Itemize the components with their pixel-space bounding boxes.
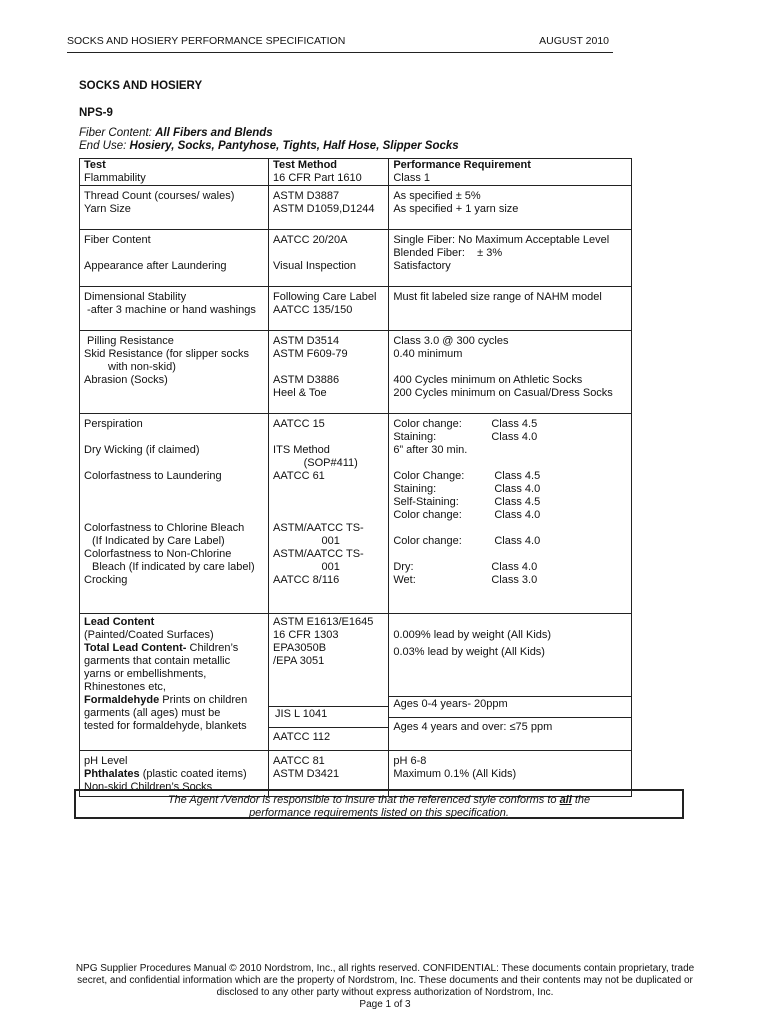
- requirement-pair: [393, 574, 631, 587]
- page-number: Page 1 of 3: [359, 999, 411, 1010]
- cell-requirement: 0.03% lead by weight (All Kids): [393, 646, 545, 658]
- pair-value: Class 4.5: [491, 418, 538, 430]
- table-row: [80, 186, 632, 230]
- cell-method: AATCC 61: [273, 470, 325, 482]
- cell-method: JIS L 1041: [275, 708, 328, 720]
- requirement-pair: [393, 561, 631, 574]
- cell-method: 001: [321, 561, 340, 573]
- cell-method: ASTM D3887: [273, 190, 340, 202]
- cell-method: ASTM F609-79: [273, 348, 348, 360]
- cell-test: with non-skid): [108, 361, 176, 373]
- cell-requirement: Maximum 0.1% (All Kids): [393, 768, 517, 780]
- spec-table: [79, 158, 632, 797]
- table-row: Flammability: [84, 172, 146, 184]
- method-subcell: [269, 727, 388, 744]
- cell-method: (SOP#411): [303, 457, 358, 469]
- requirement-pair: [393, 470, 631, 483]
- pair-key: Color change:: [393, 418, 462, 430]
- page-footer: [60, 963, 710, 1011]
- cell-requirement: As specified ± 5%: [393, 190, 481, 202]
- header-date: AUGUST 2010: [539, 35, 609, 47]
- cell-method: ASTM D3421: [273, 768, 340, 780]
- cell-test: Skid Resistance (for slipper socks: [84, 348, 250, 360]
- pair-value: Class 4.0: [494, 535, 541, 547]
- cell-requirement: 6” after 30 min.: [393, 444, 468, 456]
- footer-line: disclosed to any other party without express authorization of Nordstrom, Inc.: [216, 987, 554, 998]
- cell-method: ASTM/AATCC TS-: [273, 548, 364, 560]
- cell-method: /EPA 3051: [273, 655, 325, 667]
- notice-text: The Agent /Vendor is responsible to insure that the referenced style conforms to: [167, 794, 560, 806]
- fiber-content-value: All Fibers and Blends: [155, 127, 273, 139]
- cell-method: AATCC 135/150: [273, 304, 353, 316]
- pair-key: Dry:: [393, 561, 414, 573]
- cell-test: Pilling Resistance: [84, 335, 174, 347]
- cell-test: Prints on children: [159, 694, 248, 706]
- cell-test: Dry Wicking (if claimed): [84, 444, 200, 456]
- page-header: [67, 34, 613, 53]
- cell-requirement: Ages 4 years and over: ≤75 ppm: [393, 721, 553, 733]
- cell-method: ASTM D3886: [273, 374, 340, 386]
- cell-test: Abrasion (Socks): [84, 374, 168, 386]
- pair-value: Class 3.0: [491, 574, 538, 586]
- cell-test: Colorfastness to Laundering: [84, 470, 222, 482]
- cell-method: Following Care Label: [273, 291, 377, 303]
- notice-text: performance requirements listed on this specification.: [249, 807, 509, 819]
- cell-test-bold: Phthalates: [84, 768, 140, 780]
- cell-requirement: Ages 0-4 years- 20ppm: [393, 698, 508, 710]
- cell-test-bold: Formaldehyde: [84, 694, 160, 706]
- cell-test: Perspiration: [84, 418, 143, 430]
- cell-test: (Painted/Coated Surfaces): [84, 629, 214, 641]
- pair-value: Class 4.0: [494, 483, 541, 495]
- cell-test: Colorfastness to Chlorine Bleach: [84, 522, 245, 534]
- requirement-pair: [393, 431, 631, 444]
- cell-test: Fiber Content: [84, 234, 151, 246]
- requirement-pair: [393, 509, 631, 522]
- cell-method: 16 CFR Part 1610: [273, 172, 362, 184]
- pair-key: Color change:: [393, 535, 462, 547]
- col-header-test: Test: [84, 159, 106, 171]
- cell-method: ASTM E1613/E1645: [273, 616, 374, 628]
- pair-value: Class 4.5: [494, 496, 541, 508]
- table-row: [80, 614, 632, 751]
- document-title: SOCKS AND HOSIERY: [79, 80, 203, 92]
- req-subcell: [389, 696, 631, 711]
- method-subcell: [269, 706, 388, 721]
- cell-requirement: Must fit labeled size range of NAHM model: [393, 291, 602, 303]
- spec-code: NPS-9: [79, 107, 113, 119]
- cell-method: 16 CFR 1303: [273, 629, 339, 641]
- requirement-pair: [393, 418, 631, 431]
- cell-method: ASTM D3514: [273, 335, 340, 347]
- cell-method: 001: [321, 535, 340, 547]
- cell-test: Children’s: [186, 642, 239, 654]
- cell-requirement: pH 6-8: [393, 755, 427, 767]
- pair-key: Self-Staining:: [393, 496, 459, 508]
- pair-key: Staining:: [393, 431, 437, 443]
- cell-test: tested for formaldehyde, blankets: [84, 720, 247, 732]
- table-row: [80, 287, 632, 331]
- cell-test: garments that contain metallic: [84, 655, 231, 667]
- table-row: [80, 414, 632, 614]
- end-use-value: Hosiery, Socks, Pantyhose, Tights, Half Hose, Slipper Socks: [129, 140, 459, 152]
- pair-value: Class 4.0: [494, 509, 541, 521]
- vendor-notice-box: [74, 789, 684, 819]
- cell-requirement: Blended Fiber: ± 3%: [393, 247, 503, 259]
- fiber-content-label: Fiber Content:: [79, 127, 152, 139]
- requirement-pair: [393, 496, 631, 509]
- end-use-line: [79, 140, 459, 153]
- cell-requirement: 400 Cycles minimum on Athletic Socks: [393, 374, 583, 386]
- table-row: [80, 331, 632, 414]
- cell-test: garments (all ages) must be: [84, 707, 221, 719]
- cell-requirement: Single Fiber: No Maximum Acceptable Level: [393, 234, 610, 246]
- cell-requirement: 200 Cycles minimum on Casual/Dress Socks: [393, 387, 613, 399]
- pair-value: Class 4.0: [491, 561, 538, 573]
- cell-test: Non-skid Children’s Socks: [84, 781, 213, 793]
- cell-test: Crocking: [84, 574, 128, 586]
- cell-test: Lead Content: [84, 616, 155, 628]
- cell-test: pH Level: [84, 755, 128, 767]
- cell-method: AATCC 81: [273, 755, 325, 767]
- req-subcell: [389, 717, 631, 734]
- pair-key: Color Change:: [393, 470, 465, 482]
- cell-test: -after 3 machine or hand washings: [84, 304, 256, 316]
- cell-requirement: Satisfactory: [393, 260, 451, 272]
- end-use-label: End Use:: [79, 140, 127, 152]
- cell-method: ASTM/AATCC TS-: [273, 522, 364, 534]
- cell-test: Appearance after Laundering: [84, 260, 227, 272]
- cell-method: AATCC 15: [273, 418, 325, 430]
- cell-requirement: As specified + 1 yarn size: [393, 203, 519, 215]
- cell-test: Rhinestones etc,: [84, 681, 166, 693]
- cell-requirement: Class 1: [393, 172, 431, 184]
- cell-test: Yarn Size: [84, 203, 131, 215]
- requirement-pair: [393, 483, 631, 496]
- header-title: SOCKS AND HOSIERY PERFORMANCE SPECIFICATION: [67, 35, 346, 47]
- cell-method: ITS Method: [273, 444, 330, 456]
- notice-emphasis: all: [559, 794, 572, 806]
- cell-method: Visual Inspection: [273, 260, 357, 272]
- cell-test: (If Indicated by Care Label): [92, 535, 225, 547]
- cell-method: AATCC 112: [273, 731, 331, 743]
- fiber-content-line: [79, 127, 459, 140]
- cell-method: ASTM D1059,D1244: [273, 203, 375, 215]
- cell-test: Dimensional Stability: [84, 291, 187, 303]
- table-row: [80, 230, 632, 287]
- col-header-requirement: Performance Requirement: [393, 159, 531, 171]
- pair-value: Class 4.5: [494, 470, 541, 482]
- footer-line: secret, and confidential information which are the property of Nordstrom, Inc. These documents and their contents may not be duplicated or: [77, 975, 693, 986]
- cell-requirement: Class 3.0 @ 300 cycles: [393, 335, 509, 347]
- footer-line: NPG Supplier Procedures Manual © 2010 Nordstrom, Inc., all rights reserved. CONFIDENTIAL: These documents contain proprietary, trade: [75, 963, 695, 974]
- requirement-pair: [393, 535, 631, 548]
- cell-method: Heel & Toe: [273, 387, 327, 399]
- cell-test: Thread Count (courses/ wales): [84, 190, 235, 202]
- cell-test: Bleach (If indicated by care label): [92, 561, 255, 573]
- cell-method: EPA3050B: [273, 642, 327, 654]
- cell-requirement: 0.40 minimum: [393, 348, 463, 360]
- cell-requirement: 0.009% lead by weight (All Kids): [393, 629, 552, 641]
- pair-key: Color change:: [393, 509, 462, 521]
- cell-test: Colorfastness to Non-Chlorine: [84, 548, 232, 560]
- cell-method: AATCC 20/20A: [273, 234, 348, 246]
- pair-value: Class 4.0: [491, 431, 538, 443]
- col-header-method: Test Method: [273, 159, 338, 171]
- cell-test: (plastic coated items): [139, 768, 247, 780]
- notice-text: the: [571, 794, 591, 806]
- cell-method: AATCC 8/116: [273, 574, 340, 586]
- table-header-row: [80, 159, 632, 186]
- pair-key: Wet:: [393, 574, 416, 586]
- pair-key: Staining:: [393, 483, 437, 495]
- cell-test: yarns or embellishments,: [84, 668, 207, 680]
- cell-test-bold: Total Lead Content-: [84, 642, 187, 654]
- spec-meta: [79, 127, 459, 153]
